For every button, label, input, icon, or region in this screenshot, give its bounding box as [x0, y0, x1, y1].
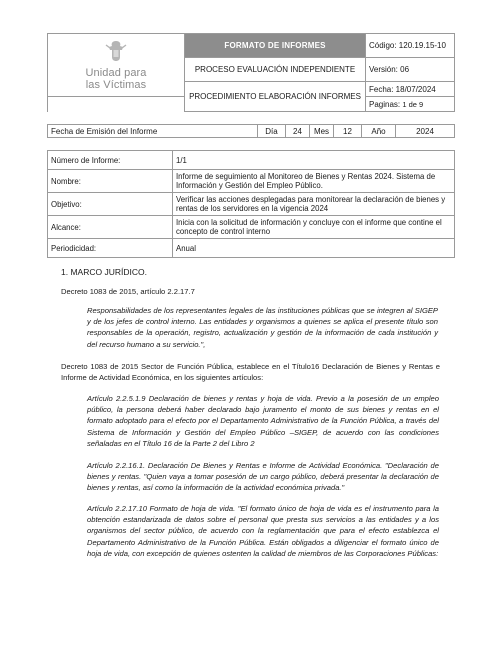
procedure-name: PROCEDIMIENTO ELABORACIÓN INFORMES — [185, 82, 366, 112]
periodicity-label: Periodicidad: — [48, 239, 173, 258]
year-value: 2024 — [396, 125, 455, 138]
report-name-value: Informe de seguimiento al Monitoreo de Bienes y Rentas 2024. Sistema de Información y Gestión del Empleo Público. — [173, 170, 455, 193]
document-date: Fecha: 18/07/2024 — [366, 82, 455, 97]
month-label: Mes — [310, 125, 334, 138]
page-count — [366, 97, 455, 112]
pages-label: Paginas: — [369, 99, 403, 109]
scope-value: Inicia con la solicitud de información y concluye con el informe que contine el concepto de control interno — [173, 216, 455, 239]
year-label: Año — [362, 125, 396, 138]
section-title: 1. MARCO JURÍDICO. — [61, 267, 147, 277]
pages-value: 1 de 9 — [402, 99, 424, 109]
article-2-2-17-10: Artículo 2.2.17.10 Formato de hoja de vida. "El formato único de hoja de vida es el instrumento para la obtención estandarizada de datos sobre el personal que presta sus servicios a las entidades y a los organismos del sector público, de acuerdo con la reglamentación que para el efecto establezca el Departamento Administrativo de la Función Pública. Están obligados a diligenciar el formato único de hoja de vida, con excepción de quienes ostenten la calidad de miembros de las Corporaciones Públicas: — [87, 504, 439, 558]
quote-responsibilities: Responsabilidades de los representantes legales de las instituciones públicas que se integren al SIGEP y de los jefes de control interno. Las entidades y organismos a quienes se aplica el presente título son responsables de la operación, registro, actualización y gestión de la información de cada institución y del recurso humano a su servicio.", — [87, 306, 438, 349]
periodicity-value: Anual — [173, 239, 455, 258]
article-2-2-5-1-9: Artículo 2.2.5.1.9 Declaración de bienes y rentas y hoja de vida. Previo a la posesión de un empleo público, la persona deberá haber declarado bajo juramento el monto de sus bienes y rentas en el formato adoptado para el efecto por el Departamento Administrativo de la Función Pública, a través del Sistema de Información y Gestión del Empleo Público –SIGEP, de acuerdo con las condiciones señaladas en el Título 16 de la Parte 2 del Libro 2 — [87, 394, 439, 448]
logo-line-1: Unidad para — [85, 67, 147, 79]
article-2-2-16-1: Artículo 2.2.16.1. Declaración De Bienes y Rentas e Informe de Actividad Económica. "Declaración de bienes y rentas. "Quien vaya a tomar posesión de un cargo público, deberá presentar la declaración de bienes y rentas, así como la información de la actividad económica privada." — [87, 461, 439, 493]
document-header — [47, 33, 455, 112]
day-value: 24 — [286, 125, 310, 138]
logo-line-2: las Víctimas — [85, 79, 147, 91]
decree-reference: Decreto 1083 de 2015, artículo 2.2.17.7 — [61, 287, 195, 296]
month-value: 12 — [334, 125, 362, 138]
logo-cell — [48, 34, 185, 97]
coat-of-arms-icon — [103, 39, 129, 63]
report-name-label: Nombre: — [48, 170, 173, 193]
emission-date-table — [47, 124, 455, 138]
scope-label: Alcance: — [48, 216, 173, 239]
process-name: PROCESO EVALUACIÓN INDEPENDIENTE — [185, 58, 366, 82]
report-number-value: 1/1 — [173, 151, 455, 170]
decree-paragraph: Decreto 1083 de 2015 Sector de Función Pública, establece en el Título16 Declaración de Bienes y Rentas e Informe de Actividad Económica, en los siguientes artículos: — [61, 362, 440, 383]
emission-label: Fecha de Emisión del Informe — [48, 125, 258, 138]
document-code: Código: 120.19.15-10 — [366, 34, 455, 58]
report-number-label: Número de Informe: — [48, 151, 173, 170]
document-version: Versión: 06 — [366, 58, 455, 82]
format-title: FORMATO DE INFORMES — [185, 34, 366, 58]
objective-value: Verificar las acciones desplegadas para monitorear la declaración de bienes y rentas de los servidores en la vigencia 2024 — [173, 193, 455, 216]
report-info-table — [47, 150, 455, 258]
objective-label: Objetivo: — [48, 193, 173, 216]
day-label: Día — [258, 125, 286, 138]
